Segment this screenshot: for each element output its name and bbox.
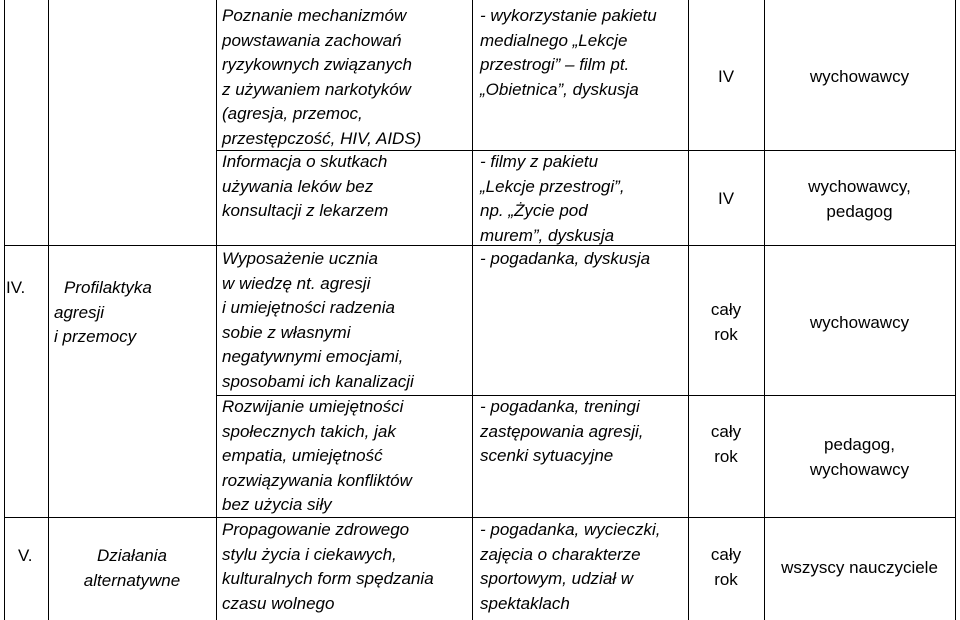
term-line: rok — [714, 569, 738, 589]
grid-line-v2 — [216, 0, 217, 620]
responsible-line: wychowawcy — [809, 459, 910, 479]
method-line: - pogadanka, treningi — [480, 397, 640, 416]
task-cell — [222, 150, 388, 224]
method-line: spektaklach — [480, 593, 570, 613]
task-line: Propagowanie zdrowego — [222, 520, 410, 539]
responsible-line: wszyscy nauczyciele — [781, 558, 938, 577]
task-line: (agresja, przemoc, — [222, 104, 363, 123]
method-cell — [480, 395, 643, 469]
method-line: zastępowania agresji, — [480, 421, 644, 441]
responsible-line: pedagog — [826, 201, 893, 221]
task-line: kulturalnych form spędzania — [222, 569, 434, 588]
term-line: cały — [710, 422, 742, 441]
task-line: czasu wolnego — [222, 593, 335, 613]
responsible-cell — [764, 311, 955, 336]
method-line: np. „Życie pod — [480, 201, 588, 220]
task-cell — [222, 395, 412, 518]
task-line: sposobami ich kanalizacji — [222, 371, 414, 391]
term-cell — [688, 543, 764, 592]
section-title-line: i przemocy — [54, 327, 137, 346]
section-title — [48, 544, 216, 593]
responsible-line: wychowawcy — [809, 67, 910, 86]
term-line: IV — [717, 189, 735, 208]
term-cell — [688, 65, 764, 90]
task-line: bez użycia siły — [222, 495, 332, 514]
grid-line-v6 — [955, 0, 956, 620]
method-line: zajęcia o charakterze — [480, 544, 641, 564]
task-line: Poznanie mechanizmów — [222, 6, 407, 25]
task-line: Informacja o skutkach — [222, 152, 388, 171]
term-line: cały — [710, 545, 742, 564]
section-number: IV. — [6, 278, 26, 297]
task-line: sobie z własnymi — [222, 322, 351, 342]
task-line: i umiejętności radzenia — [222, 298, 395, 317]
task-line: używania leków bez — [222, 176, 374, 196]
task-line: powstawania zachowań — [222, 30, 402, 50]
task-line: społecznych takich, jak — [222, 421, 396, 441]
method-line: - pogadanka, dyskusja — [480, 249, 651, 268]
method-cell — [480, 518, 660, 616]
section-title-line: agresji — [54, 302, 105, 322]
responsible-line: wychowawcy, — [808, 177, 911, 196]
task-line: przestępczość, HIV, AIDS) — [222, 128, 422, 148]
task-line: w wiedzę nt. agresji — [222, 273, 371, 293]
term-cell — [688, 420, 764, 469]
method-cell — [480, 247, 650, 272]
responsible-cell — [764, 556, 955, 581]
task-cell — [222, 518, 434, 616]
term-cell — [688, 187, 764, 212]
method-line: scenki sytuacyjne — [480, 446, 614, 465]
method-line: - pogadanka, wycieczki, — [480, 520, 661, 539]
section-title-line: Profilaktyka — [64, 278, 152, 297]
task-cell — [222, 247, 414, 394]
method-line: - filmy z pakietu — [480, 152, 599, 171]
method-line: sportowym, udział w — [480, 569, 634, 588]
method-line: murem”, dyskusja — [480, 225, 615, 245]
task-line: rozwiązywania konfliktów — [222, 470, 412, 490]
method-line: - wykorzystanie pakietu — [480, 6, 657, 25]
term-line: rok — [714, 324, 738, 344]
task-line: konsultacji z lekarzem — [222, 201, 389, 220]
term-line: rok — [714, 446, 738, 466]
task-line: negatywnymi emocjami, — [222, 347, 404, 366]
task-line: empatia, umiejętność — [222, 446, 383, 465]
method-line: „Obietnica”, dyskusja — [480, 79, 639, 99]
responsible-line: wychowawcy — [809, 313, 910, 332]
method-line: „Lekcje przestrogi”, — [480, 176, 625, 196]
task-line: Rozwijanie umiejętności — [222, 397, 404, 416]
term-line: IV — [717, 67, 735, 86]
task-line: stylu życia i ciekawych, — [222, 544, 397, 564]
section-title-line: Działania — [97, 546, 167, 565]
section-number: V. — [18, 546, 33, 565]
grid-line-v3 — [472, 0, 473, 620]
method-line: medialnego „Lekcje — [480, 30, 628, 50]
section-title-line: alternatywne — [83, 570, 181, 590]
term-cell — [688, 298, 764, 347]
task-cell — [222, 4, 421, 151]
method-cell — [480, 150, 625, 248]
responsible-line: pedagog, — [824, 435, 895, 454]
responsible-cell — [764, 433, 955, 482]
grid-line-v1 — [48, 0, 49, 620]
method-cell — [480, 4, 657, 102]
grid-line-v0 — [4, 0, 5, 620]
responsible-cell — [764, 65, 955, 90]
grid-line-v5 — [764, 0, 765, 620]
task-line: Wyposażenie ucznia — [222, 249, 378, 268]
section-title — [54, 276, 212, 350]
task-line: ryzykownych związanych — [222, 55, 412, 74]
term-line: cały — [710, 300, 742, 319]
task-line: z używaniem narkotyków — [222, 79, 411, 99]
responsible-cell — [764, 175, 955, 224]
method-line: przestrogi” – film pt. — [480, 55, 630, 74]
